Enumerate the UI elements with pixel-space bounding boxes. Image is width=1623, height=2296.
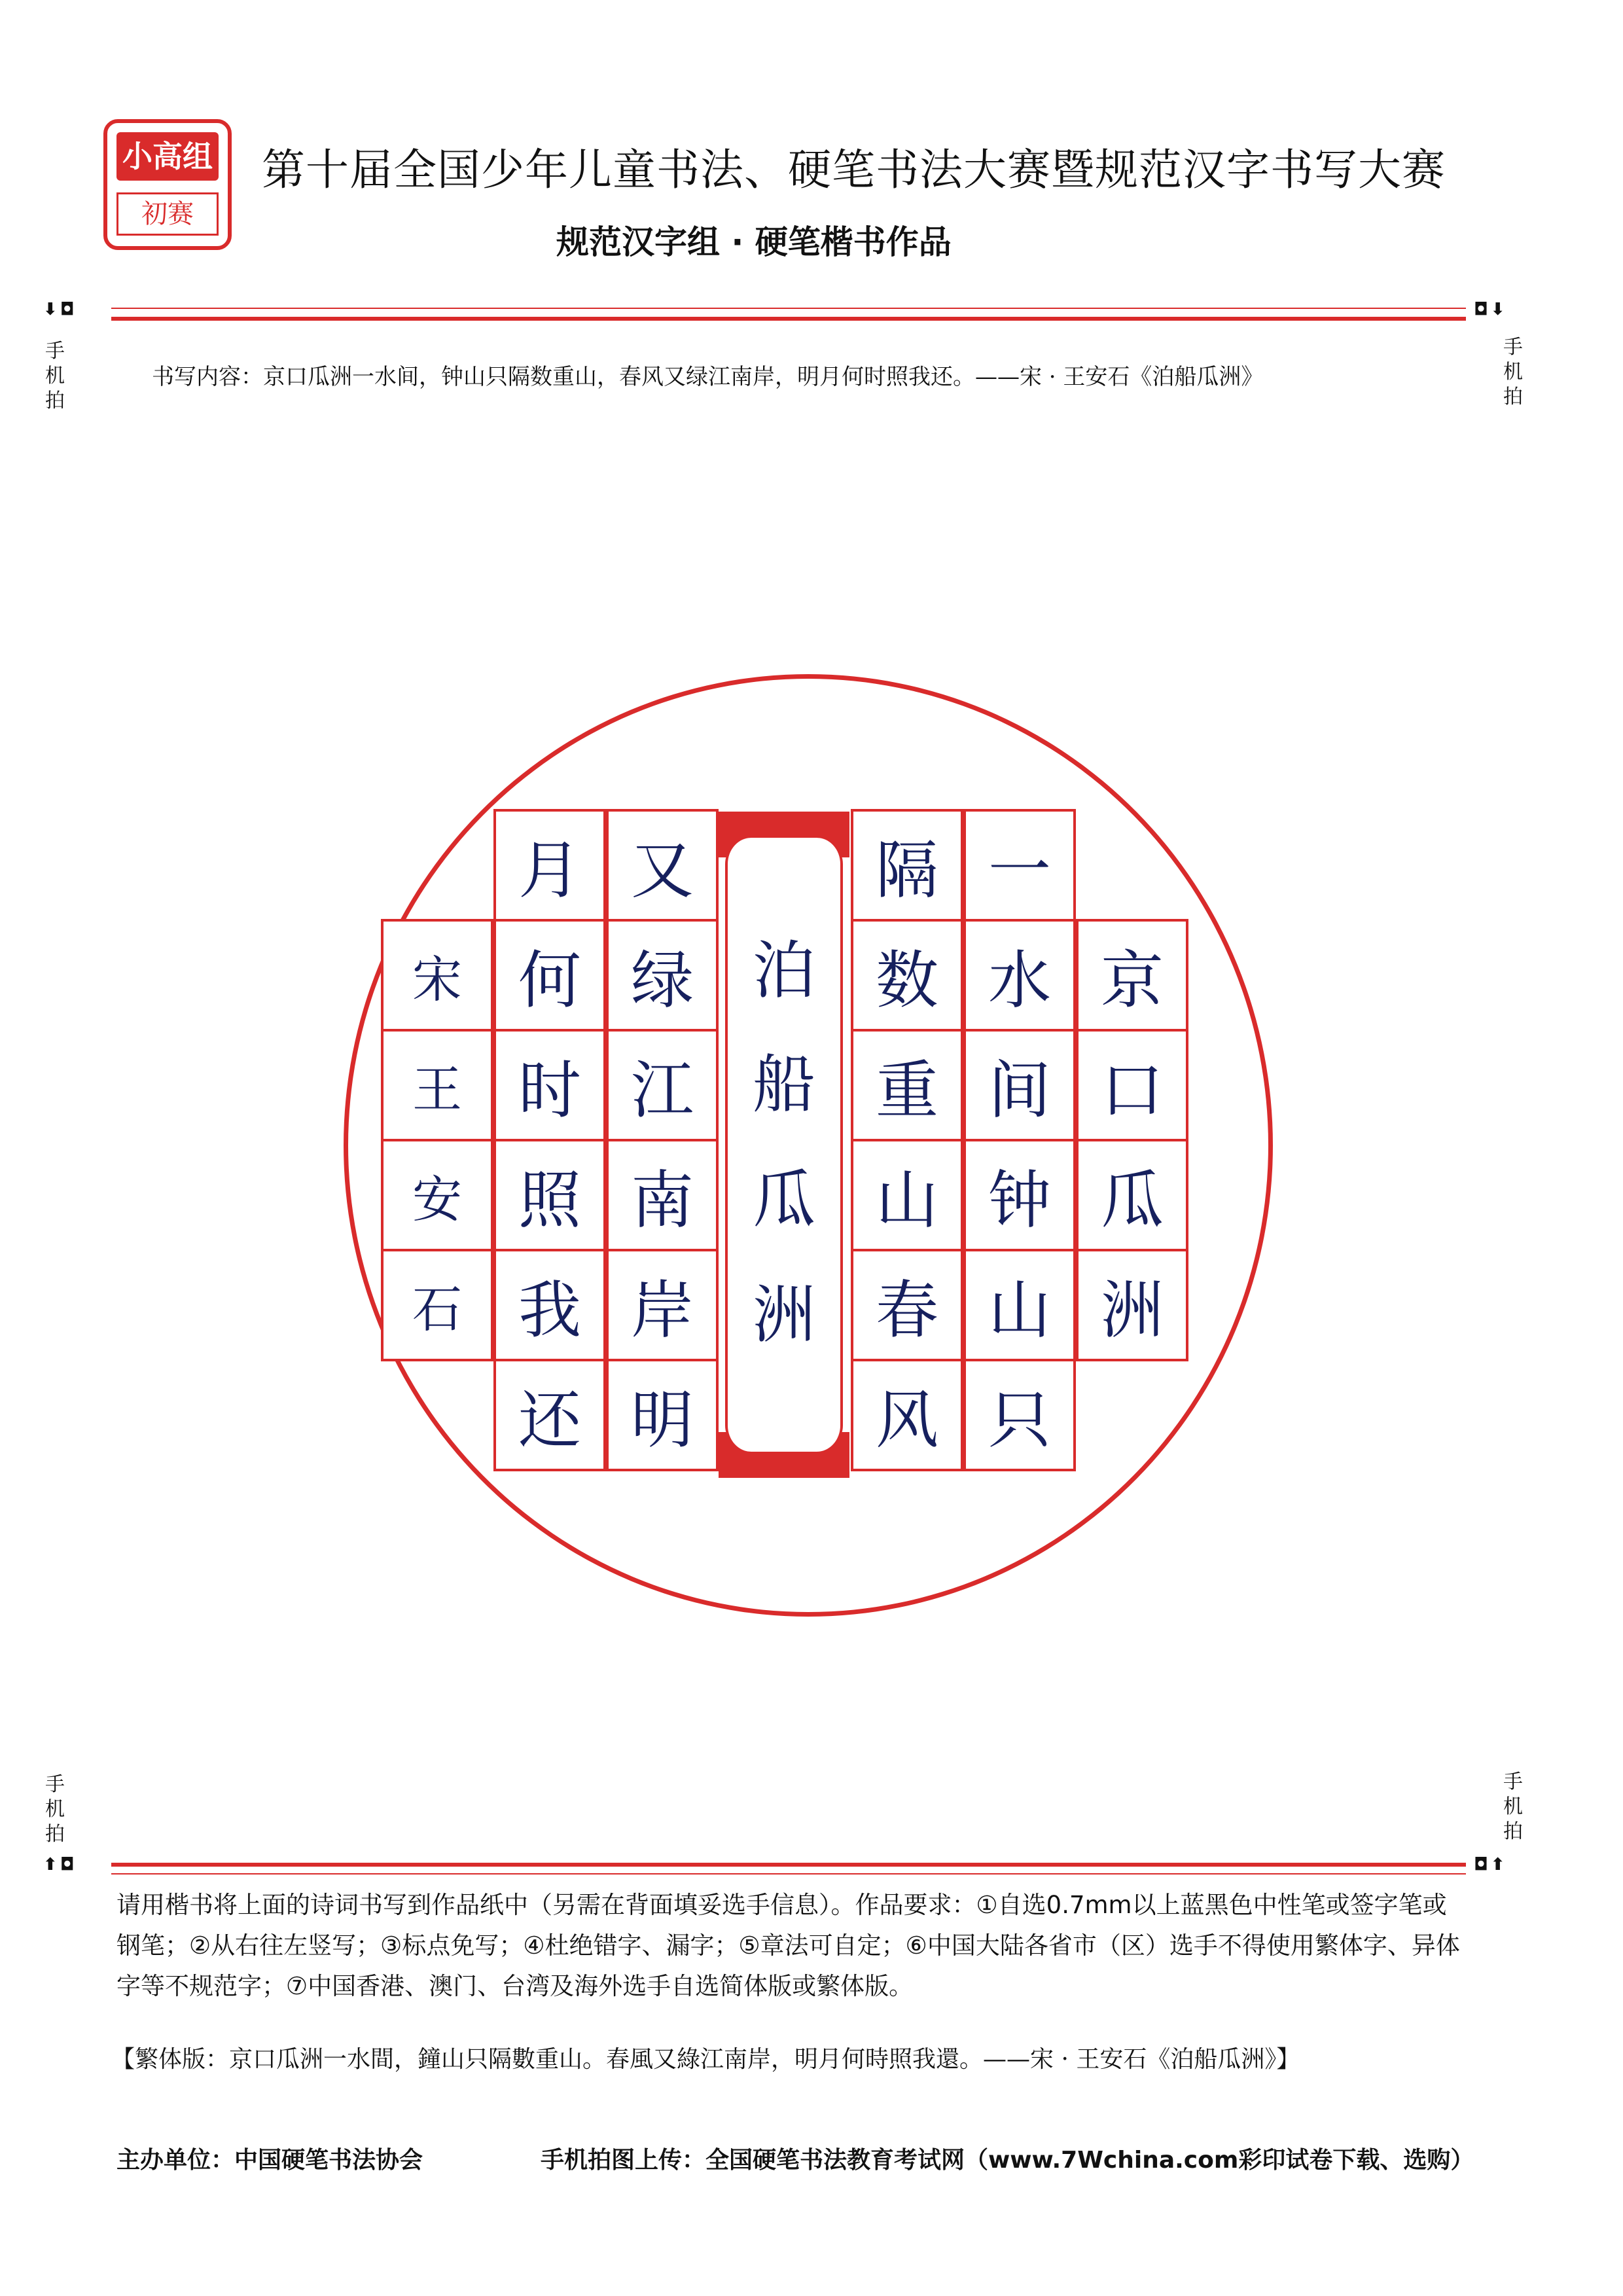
grid-cell: 钟 [963,1139,1076,1251]
grid-cell: 宋 [381,919,493,1031]
grid-cell: 绿 [606,919,719,1031]
organizer-text: 主办单位：中国硬笔书法协会 [116,2147,423,2174]
grid-cell: 京 [1076,919,1188,1031]
grid-cell: 水 [963,919,1076,1031]
grid-cell: 春 [851,1249,963,1361]
grid-cell: 山 [851,1139,963,1251]
phone-label-bottom-right: 手机拍 [1503,1770,1523,1843]
scroll-char: 洲 [753,1278,815,1352]
grid-cell: 又 [606,809,719,922]
grid-cell: 月 [493,809,606,922]
grid-cell: 时 [493,1029,606,1141]
camera-marker-bottom-right: ◘⬆ [1474,1855,1508,1874]
phone-label-top-left: 手机拍 [45,340,65,412]
grid-cell: 王 [381,1029,493,1141]
bottom-rule-thick [111,1863,1466,1867]
group-badge [103,119,232,250]
title-scroll [719,812,849,1478]
grid-cell: 我 [493,1249,606,1361]
top-rule-thick [111,317,1466,321]
scroll-char: 瓜 [753,1162,815,1236]
upload-text: 手机拍图上传：全国硬笔书法教育考试网（www.7Wchina.com彩印试卷下载、选购） [541,2147,1474,2174]
phone-label-top-right: 手机拍 [1503,336,1523,408]
grid-cell: 口 [1076,1029,1188,1141]
grid-cell: 岸 [606,1249,719,1361]
grid-cell: 江 [606,1029,719,1141]
grid-cell: 洲 [1076,1249,1188,1361]
requirements-text: 请用楷书将上面的诗词书写到作品纸中（另需在背面填妥选手信息）。作品要求：①自选0.7mm以上蓝黑色中性笔或签字笔或钢笔；②从右往左竖写；③标点免写；④杜绝错字、漏字；⑤章法可自定；⑥中国大陆各省市（区）选手不得使用繁体字、异体字等不规范字；⑦中国香港、澳门、台湾及海外选手自选简体版或繁体版。 [116,1891,1460,2000]
badge-stage-label: 初赛 [116,192,219,236]
bottom-rule-thin [111,1873,1466,1874]
camera-marker-bottom-left: ⬆◘ [43,1855,77,1874]
phone-label-bottom-left: 手机拍 [45,1773,65,1846]
grid-cell: 安 [381,1139,493,1251]
grid-cell: 石 [381,1249,493,1361]
page-subtitle: 规范汉字组 · 硬笔楷书作品 [556,223,952,261]
grid-cell: 照 [493,1139,606,1251]
camera-marker-top-right: ◘⬇ [1474,300,1508,319]
grid-cell: 一 [963,809,1076,922]
top-rule-thin [111,308,1466,309]
grid-cell: 重 [851,1029,963,1141]
scroll-char: 船 [753,1047,815,1121]
grid-cell: 南 [606,1139,719,1251]
writing-content-line: 书写内容：京口瓜洲一水间，钟山只隔数重山，春风又绿江南岸，明月何时照我还。——宋 · 王安石《泊船瓜洲》 [152,364,1264,390]
traditional-version-text: 【繁体版：京口瓜洲一水間，鐘山只隔數重山。春風又綠江南岸，明月何時照我還。——宋 · 王安石《泊船瓜洲》】 [111,2046,1300,2073]
grid-cell: 隔 [851,809,963,922]
badge-group-label: 小高组 [116,132,219,181]
grid-cell: 只 [963,1359,1076,1471]
camera-marker-top-left: ⬇◘ [43,300,77,319]
grid-cell: 间 [963,1029,1076,1141]
grid-cell: 风 [851,1359,963,1471]
grid-cell: 何 [493,919,606,1031]
page-title: 第十届全国少年儿童书法、硬笔书法大赛暨规范汉字书写大赛 [262,145,1446,195]
grid-cell: 数 [851,919,963,1031]
grid-cell: 还 [493,1359,606,1471]
grid-cell: 明 [606,1359,719,1471]
grid-cell: 山 [963,1249,1076,1361]
grid-cell: 瓜 [1076,1139,1188,1251]
scroll-char: 泊 [753,933,815,1007]
